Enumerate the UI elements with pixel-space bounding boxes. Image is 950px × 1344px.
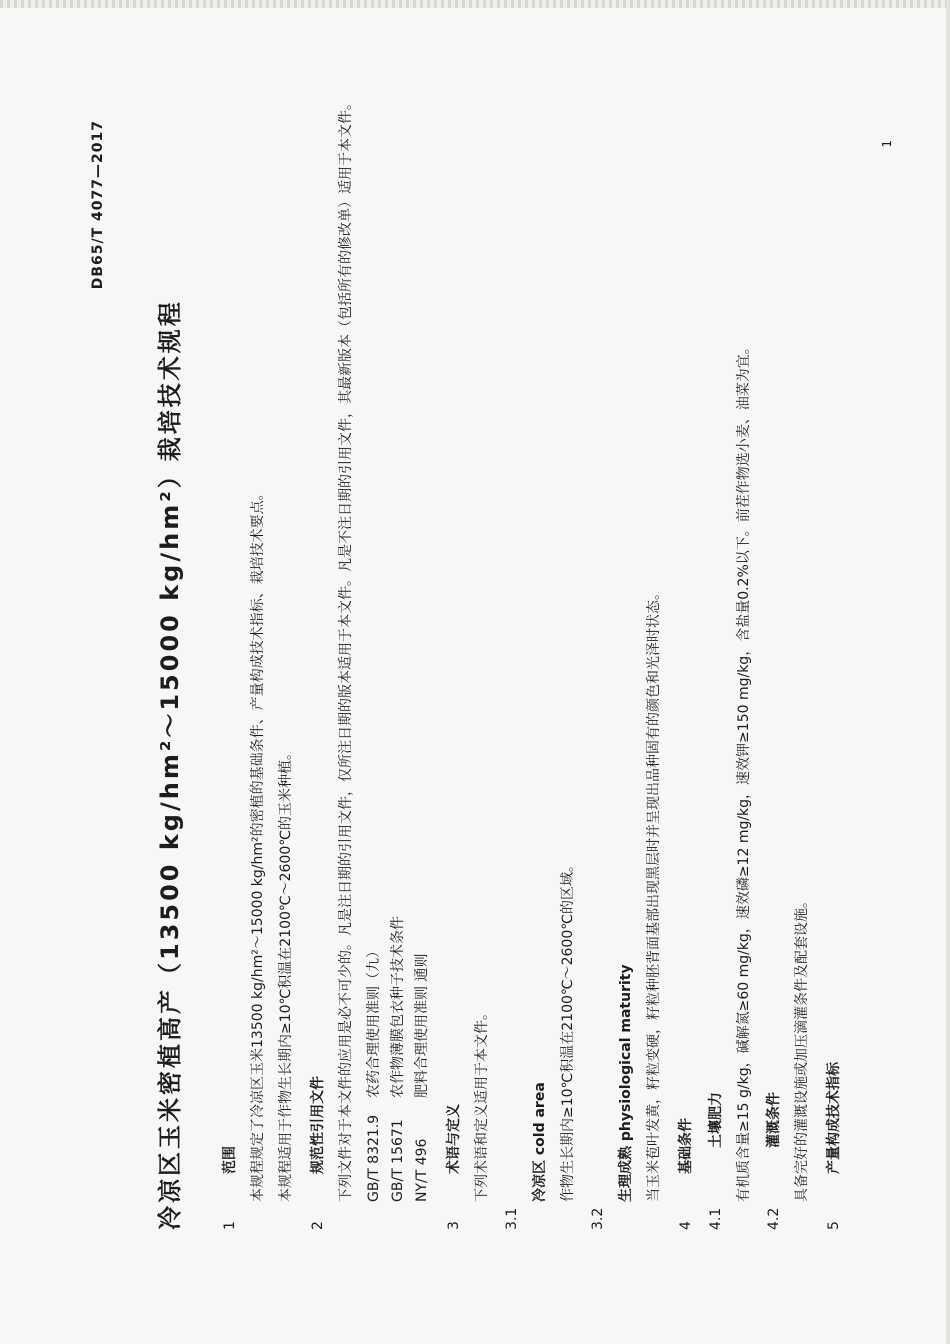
section-4-heading <box>674 90 698 1230</box>
standard-number: DB65/T 4077—2017 <box>90 120 106 290</box>
section-1-heading <box>218 90 242 1230</box>
section-number: 5 <box>826 1221 842 1230</box>
subsection-number: 4.1 <box>708 1207 724 1230</box>
reference-name: 肥料合理使用准则 通则 <box>414 953 430 1098</box>
definition: 作物生长期内≥10℃积温在2100℃～2600℃的区域。 <box>560 858 576 1202</box>
paragraph: 本规程规定了冷凉区玉米13500 kg/hm²～15000 kg/hm²的密植的基础条件、产量构成技术指标、栽培技术要点。 <box>250 486 266 1202</box>
subsection-number: 3.2 <box>590 1207 606 1230</box>
term: 冷凉区 cold area <box>532 1082 548 1202</box>
document-body <box>210 90 846 1230</box>
reference-code: GB/T 8321.9 <box>366 1114 382 1202</box>
section-5-heading <box>822 90 846 1230</box>
section-3-heading <box>442 90 466 1230</box>
section-number: 3 <box>446 1221 462 1230</box>
subsection-heading <box>762 90 786 1230</box>
paragraph: 下列文件对于本文件的应用是必不可少的。凡是注日期的引用文件，仅所注日期的版本适用于本文件。凡是不注日期的引用文件，其最新版本（包括所有的修改单）适用于本文件。 <box>338 96 354 1202</box>
subsection-number: 3.1 <box>504 1207 520 1230</box>
subsection-heading <box>586 90 610 1230</box>
section-title: 术语与定义 <box>446 1104 462 1174</box>
scan-edge <box>0 0 950 8</box>
reference-item <box>386 90 410 1230</box>
document-title: 冷凉区玉米密植高产（13500 kg/hm²～15000 kg/hm²）栽培技术规程 <box>156 299 184 1230</box>
subsection-title: 灌溉条件 <box>766 1092 782 1148</box>
page-number: 1 <box>880 140 894 148</box>
section-number: 4 <box>678 1221 694 1230</box>
paragraph: 本规程适用于作物生长期内≥10℃积温在2100℃～2600℃的玉米种植。 <box>278 746 294 1202</box>
definition: 当玉米苞叶发黄，籽粒变硬，籽粒种胚背面基部出现黑层时并呈现出品种固有的颜色和光泽时状态。 <box>646 586 662 1202</box>
subsection-heading <box>704 90 728 1230</box>
section-title: 范围 <box>222 1146 238 1174</box>
term: 生理成熟 physiological maturity <box>618 964 634 1202</box>
section-number: 2 <box>310 1221 326 1230</box>
subsection-number: 4.2 <box>766 1207 782 1230</box>
reference-item <box>410 90 434 1230</box>
section-number: 1 <box>222 1221 238 1230</box>
section-title: 规范性引用文件 <box>310 1076 326 1174</box>
subsection-heading <box>500 90 524 1230</box>
rotated-page <box>90 80 900 1230</box>
section-2-heading <box>306 90 330 1230</box>
reference-code: GB/T 15671 <box>390 1119 406 1202</box>
reference-code: NY/T 496 <box>414 1138 430 1202</box>
section-title: 产量构成技术指标 <box>826 1062 842 1174</box>
paragraph: 具备完好的灌溉设施或加压滴灌条件及配套设施。 <box>794 894 810 1202</box>
reference-name: 农作物薄膜包衣种子技术条件 <box>390 916 406 1098</box>
subsection-title: 土壤肥力 <box>708 1092 724 1148</box>
scan-right-edge <box>946 0 950 1344</box>
reference-name: 农药合理使用准则（九） <box>366 944 382 1098</box>
paragraph: 有机质含量≥15 g/kg，碱解氮≥60 mg/kg，速效磷≥12 mg/kg，速效钾≥150 mg/kg，含盐量0.2%以下。前茬作物选小麦、油菜为宜。 <box>736 340 752 1202</box>
section-title: 基础条件 <box>678 1118 694 1174</box>
paragraph: 下列术语和定义适用于本文件。 <box>474 1006 490 1202</box>
reference-item <box>362 90 386 1230</box>
